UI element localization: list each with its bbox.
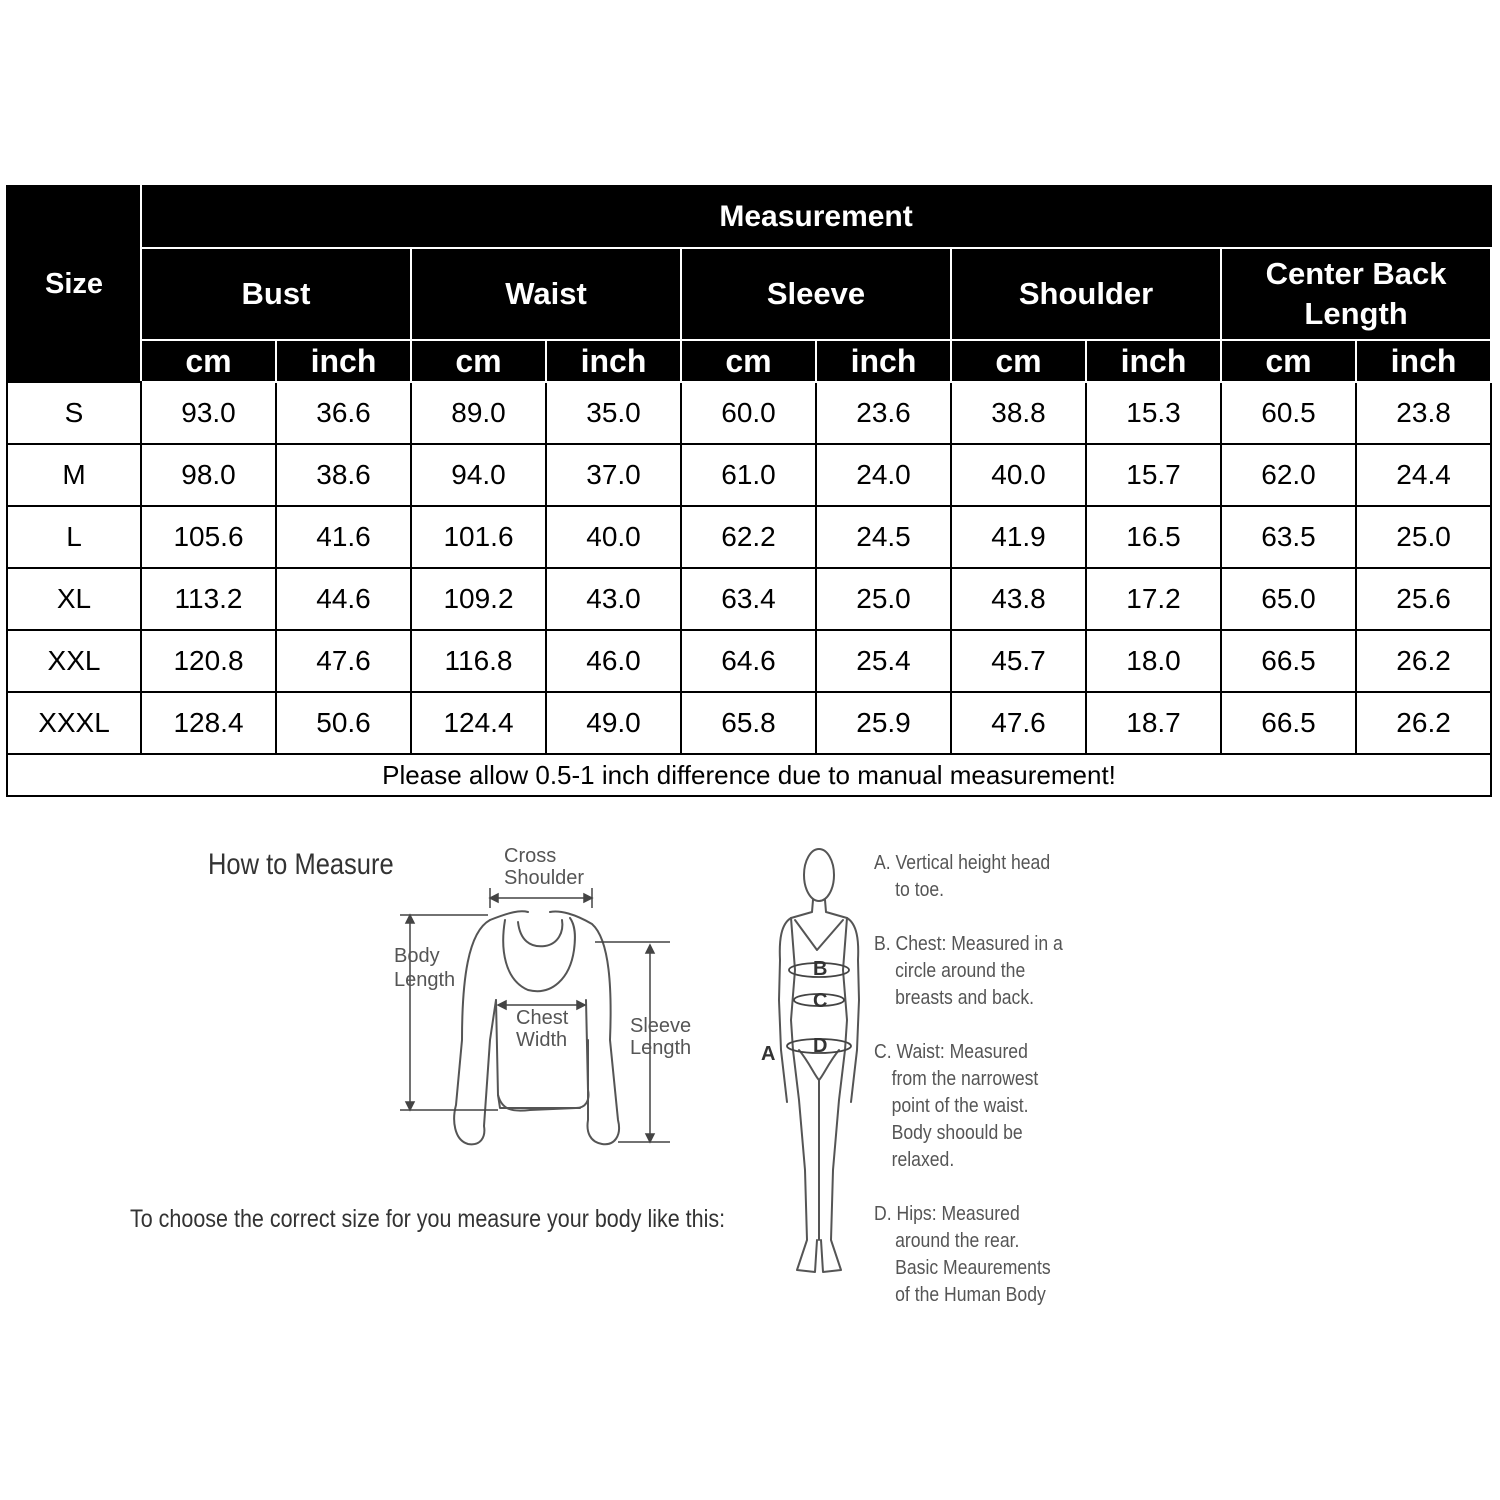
value-cell: 43.0 (546, 568, 681, 630)
value-cell: 25.4 (816, 630, 951, 692)
value-cell: 61.0 (681, 444, 816, 506)
chest-width-label: Chest (516, 1007, 569, 1029)
value-cell: 25.9 (816, 692, 951, 754)
measurement-note: Please allow 0.5-1 inch difference due to manual measurement! (7, 754, 1491, 796)
table-row (7, 630, 1491, 692)
value-cell: 66.5 (1221, 692, 1356, 754)
group-header-center-back-length: Center Back Length (1221, 248, 1491, 340)
group-header-bust: Bust (141, 248, 411, 340)
value-cell: 128.4 (141, 692, 276, 754)
value-cell: 98.0 (141, 444, 276, 506)
body-length-label: Body (394, 945, 440, 967)
value-cell: 16.5 (1086, 506, 1221, 568)
table-row (7, 444, 1491, 506)
value-cell: 38.8 (951, 382, 1086, 444)
unit-header: inch (816, 340, 951, 382)
value-cell: 46.0 (546, 630, 681, 692)
value-cell: 26.2 (1356, 630, 1491, 692)
value-cell: 49.0 (546, 692, 681, 754)
unit-header: inch (1356, 340, 1491, 382)
marker-a: A (761, 1043, 776, 1065)
marker-c: C (813, 990, 828, 1012)
unit-header: cm (141, 340, 276, 382)
value-cell: 94.0 (411, 444, 546, 506)
value-cell: 25.0 (1356, 506, 1491, 568)
value-cell: 44.6 (276, 568, 411, 630)
table-row (7, 382, 1491, 444)
value-cell: 41.6 (276, 506, 411, 568)
value-cell: 64.6 (681, 630, 816, 692)
value-cell: 124.4 (411, 692, 546, 754)
description-d: D. Hips: Measured around the rear. Basic Meaurements of the Human Body (874, 1203, 1051, 1306)
value-cell: 37.0 (546, 444, 681, 506)
size-cell: S (7, 382, 141, 444)
value-cell: 17.2 (1086, 568, 1221, 630)
value-cell: 63.4 (681, 568, 816, 630)
size-cell: XXL (7, 630, 141, 692)
table-row (7, 692, 1491, 754)
group-header-sleeve: Sleeve (681, 248, 951, 340)
value-cell: 26.2 (1356, 692, 1491, 754)
size-cell: XXXL (7, 692, 141, 754)
value-cell: 25.6 (1356, 568, 1491, 630)
sweater-diagram (380, 840, 710, 1160)
value-cell: 65.0 (1221, 568, 1356, 630)
value-cell: 93.0 (141, 382, 276, 444)
table-row (7, 568, 1491, 630)
cross-shoulder-label: Shoulder (504, 867, 585, 889)
description-c: C. Waist: Measured from the narrowest point of the waist. Body shoould be relaxed. (874, 1041, 1039, 1171)
value-cell: 15.3 (1086, 382, 1221, 444)
chest-width-label: Width (516, 1029, 568, 1051)
value-cell: 47.6 (951, 692, 1086, 754)
unit-header: cm (951, 340, 1086, 382)
value-cell: 50.6 (276, 692, 411, 754)
size-cell: XL (7, 568, 141, 630)
value-cell: 113.2 (141, 568, 276, 630)
value-cell: 101.6 (411, 506, 546, 568)
value-cell: 116.8 (411, 630, 546, 692)
group-header-waist: Waist (411, 248, 681, 340)
unit-header: cm (411, 340, 546, 382)
description-b: B. Chest: Measured in a circle around the breasts and back. (874, 933, 1063, 1009)
size-cell: L (7, 506, 141, 568)
sleeve-length-label: Length (630, 1037, 692, 1059)
value-cell: 60.5 (1221, 382, 1356, 444)
how-to-measure-section (0, 800, 1500, 1500)
table-row (7, 506, 1491, 568)
choose-size-instruction: To choose the correct size for you measure your body like this: (130, 1205, 726, 1233)
how-to-measure-title: How to Measure (208, 848, 394, 881)
body-length-label: Length (394, 969, 456, 991)
value-cell: 18.7 (1086, 692, 1221, 754)
size-header: Size (7, 186, 141, 382)
value-cell: 23.8 (1356, 382, 1491, 444)
sleeve-length-label: Sleeve (630, 1015, 692, 1037)
unit-header: inch (276, 340, 411, 382)
size-cell: M (7, 444, 141, 506)
value-cell: 24.0 (816, 444, 951, 506)
unit-header: cm (681, 340, 816, 382)
value-cell: 25.0 (816, 568, 951, 630)
value-cell: 24.4 (1356, 444, 1491, 506)
value-cell: 41.9 (951, 506, 1086, 568)
value-cell: 45.7 (951, 630, 1086, 692)
group-header-shoulder: Shoulder (951, 248, 1221, 340)
marker-b: B (813, 958, 828, 980)
value-cell: 105.6 (141, 506, 276, 568)
value-cell: 40.0 (951, 444, 1086, 506)
value-cell: 24.5 (816, 506, 951, 568)
value-cell: 40.0 (546, 506, 681, 568)
size-chart-table (6, 185, 1492, 797)
value-cell: 109.2 (411, 568, 546, 630)
cross-shoulder-label: Cross (504, 845, 557, 867)
value-cell: 36.6 (276, 382, 411, 444)
value-cell: 62.2 (681, 506, 816, 568)
human-body-diagram (755, 840, 870, 1290)
marker-d: D (813, 1035, 828, 1057)
value-cell: 43.8 (951, 568, 1086, 630)
value-cell: 15.7 (1086, 444, 1221, 506)
value-cell: 47.6 (276, 630, 411, 692)
value-cell: 120.8 (141, 630, 276, 692)
unit-header: inch (546, 340, 681, 382)
description-a: A. Vertical height head to toe. (874, 852, 1051, 901)
value-cell: 63.5 (1221, 506, 1356, 568)
unit-header: inch (1086, 340, 1221, 382)
value-cell: 38.6 (276, 444, 411, 506)
value-cell: 65.8 (681, 692, 816, 754)
unit-header: cm (1221, 340, 1356, 382)
value-cell: 60.0 (681, 382, 816, 444)
measurement-header: Measurement (141, 186, 1491, 248)
value-cell: 23.6 (816, 382, 951, 444)
value-cell: 18.0 (1086, 630, 1221, 692)
value-cell: 89.0 (411, 382, 546, 444)
value-cell: 62.0 (1221, 444, 1356, 506)
value-cell: 66.5 (1221, 630, 1356, 692)
value-cell: 35.0 (546, 382, 681, 444)
